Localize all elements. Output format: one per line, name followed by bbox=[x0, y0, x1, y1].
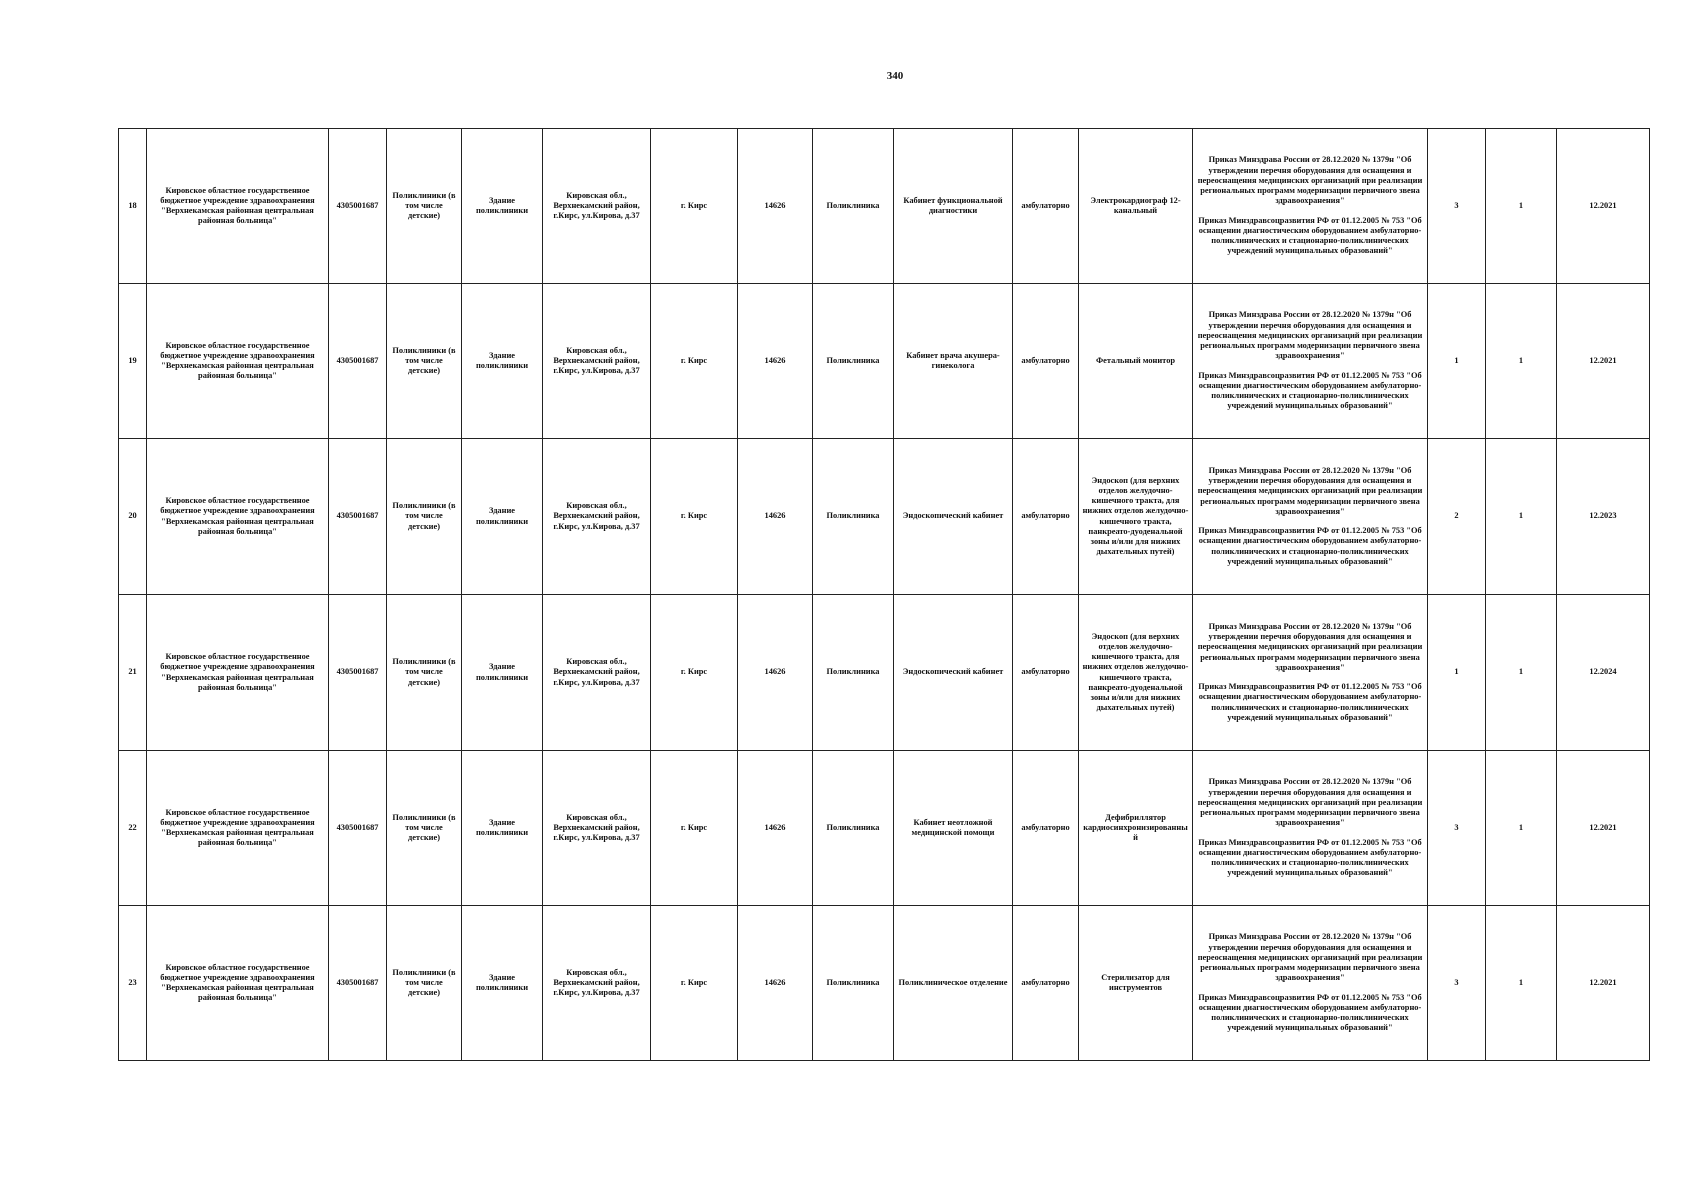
population-cell: 14626 bbox=[738, 284, 813, 439]
organization-cell: Кировское областное государственное бюджетное учреждение здравоохранения "Верхнекамская районная центральная районная больница" bbox=[147, 906, 329, 1061]
table-row bbox=[119, 439, 1650, 595]
equipment-cell: Эндоскоп (для верхних отделов желудочно-кишечного тракта, для нижних отделов желудочно-кишечного тракта, панкреато-дуоденальной зоны и/или для нижних дыхательных путей) bbox=[1079, 595, 1193, 751]
organization-cell: Кировское областное государственное бюджетное учреждение здравоохранения "Верхнекамская районная центральная районная больница" bbox=[147, 751, 329, 906]
category-cell: Поликлиники (в том числе детские) bbox=[387, 751, 462, 906]
unit-cell: Поликлиника bbox=[813, 129, 894, 284]
basis-order-753: Приказ Минздравсоцразвития РФ от 01.12.2005 № 753 "Об оснащении диагностическим оборудованием амбулаторно-поликлинических и стационарно-поликлинических учреждений муниципальных образований" bbox=[1198, 215, 1422, 256]
basis-cell bbox=[1193, 595, 1428, 751]
date-cell: 12.2021 bbox=[1557, 284, 1650, 439]
unit-cell: Поликлиника bbox=[813, 906, 894, 1061]
date-cell: 12.2023 bbox=[1557, 439, 1650, 595]
inn-cell: 4305001687 bbox=[329, 595, 387, 751]
row-number: 23 bbox=[119, 906, 147, 1061]
basis-order-753: Приказ Минздравсоцразвития РФ от 01.12.2005 № 753 "Об оснащении диагностическим оборудованием амбулаторно-поликлинических и стационарно-поликлинических учреждений муниципальных образований" bbox=[1198, 837, 1422, 878]
building-cell: Здание поликлиники bbox=[462, 129, 543, 284]
basis-order-1379n: Приказ Минздрава России от 28.12.2020 № 1379н "Об утверждении перечня оборудования для оснащения и переоснащения медицинских организаций при реализации региональных программ модернизации первичного звена здравоохранения" bbox=[1197, 310, 1423, 361]
population-cell: 14626 bbox=[738, 595, 813, 751]
building-cell: Здание поликлиники bbox=[462, 906, 543, 1061]
category-cell: Поликлиники (в том числе детские) bbox=[387, 906, 462, 1061]
row-number: 20 bbox=[119, 439, 147, 595]
qty-plan-cell: 1 bbox=[1486, 439, 1557, 595]
building-cell: Здание поликлиники bbox=[462, 439, 543, 595]
row-number: 21 bbox=[119, 595, 147, 751]
organization-cell: Кировское областное государственное бюджетное учреждение здравоохранения "Верхнекамская районная центральная районная больница" bbox=[147, 595, 329, 751]
qty-total-cell: 3 bbox=[1428, 751, 1486, 906]
care-type-cell: амбулаторно bbox=[1013, 284, 1079, 439]
equipment-cell: Электрокардиограф 12-канальный bbox=[1079, 129, 1193, 284]
room-cell: Эндоскопический кабинет bbox=[894, 439, 1013, 595]
basis-order-753: Приказ Минздравсоцразвития РФ от 01.12.2005 № 753 "Об оснащении диагностическим оборудованием амбулаторно-поликлинических и стационарно-поликлинических учреждений муниципальных образований" bbox=[1198, 682, 1422, 722]
address-cell: Кировская обл., Верхнекамский район, г.Кирс, ул.Кирова, д.37 bbox=[543, 906, 651, 1061]
table-row bbox=[119, 129, 1650, 284]
table-row bbox=[119, 906, 1650, 1061]
organization-cell: Кировское областное государственное бюджетное учреждение здравоохранения "Верхнекамская районная центральная районная больница" bbox=[147, 284, 329, 439]
category-cell: Поликлиники (в том числе детские) bbox=[387, 284, 462, 439]
city-cell: г. Кирс bbox=[651, 595, 738, 751]
population-cell: 14626 bbox=[738, 439, 813, 595]
basis-order-1379n: Приказ Минздрава России от 28.12.2020 № 1379н "Об утверждении перечня оборудования для оснащения и переоснащения медицинских организаций при реализации региональных программ модернизации первичного звена здравоохранения" bbox=[1197, 155, 1423, 206]
equipment-table bbox=[118, 128, 1650, 1061]
basis-cell bbox=[1193, 284, 1428, 439]
room-cell: Кабинет функциональной диагностики bbox=[894, 129, 1013, 284]
qty-plan-cell: 1 bbox=[1486, 284, 1557, 439]
unit-cell: Поликлиника bbox=[813, 595, 894, 751]
organization-cell: Кировское областное государственное бюджетное учреждение здравоохранения "Верхнекамская районная центральная районная больница" bbox=[147, 129, 329, 284]
inn-cell: 4305001687 bbox=[329, 129, 387, 284]
city-cell: г. Кирс bbox=[651, 906, 738, 1061]
basis-order-1379n: Приказ Минздрава России от 28.12.2020 № 1379н "Об утверждении перечня оборудования для оснащения и переоснащения медицинских организаций при реализации региональных программ модернизации первичного звена здравоохранения" bbox=[1197, 777, 1423, 828]
table-row bbox=[119, 284, 1650, 439]
inn-cell: 4305001687 bbox=[329, 284, 387, 439]
basis-order-1379n: Приказ Минздрава России от 28.12.2020 № 1379н "Об утверждении перечня оборудования для оснащения и переоснащения медицинских организаций при реализации региональных программ модернизации первичного звена здравоохранения" bbox=[1197, 932, 1423, 983]
inn-cell: 4305001687 bbox=[329, 439, 387, 595]
basis-cell bbox=[1193, 906, 1428, 1061]
basis-order-753: Приказ Минздравсоцразвития РФ от 01.12.2005 № 753 "Об оснащении диагностическим оборудованием амбулаторно-поликлинических и стационарно-поликлинических учреждений муниципальных образований" bbox=[1198, 526, 1422, 566]
table-body bbox=[119, 129, 1650, 1061]
qty-plan-cell: 1 bbox=[1486, 906, 1557, 1061]
room-cell: Эндоскопический кабинет bbox=[894, 595, 1013, 751]
basis-order-1379n: Приказ Минздрава России от 28.12.2020 № 1379н "Об утверждении перечня оборудования для оснащения и переоснащения медицинских организаций при реализации региональных программ модернизации первичного звена здравоохранения" bbox=[1197, 621, 1423, 672]
date-cell: 12.2021 bbox=[1557, 906, 1650, 1061]
city-cell: г. Кирс bbox=[651, 439, 738, 595]
inn-cell: 4305001687 bbox=[329, 906, 387, 1061]
row-number: 18 bbox=[119, 129, 147, 284]
qty-total-cell: 3 bbox=[1428, 906, 1486, 1061]
category-cell: Поликлиники (в том числе детские) bbox=[387, 439, 462, 595]
building-cell: Здание поликлиники bbox=[462, 595, 543, 751]
address-cell: Кировская обл., Верхнекамский район, г.Кирс, ул.Кирова, д.37 bbox=[543, 284, 651, 439]
city-cell: г. Кирс bbox=[651, 129, 738, 284]
care-type-cell: амбулаторно bbox=[1013, 129, 1079, 284]
qty-total-cell: 2 bbox=[1428, 439, 1486, 595]
basis-order-1379n: Приказ Минздрава России от 28.12.2020 № 1379н "Об утверждении перечня оборудования для оснащения и переоснащения медицинских организаций при реализации региональных программ модернизации первичного звена здравоохранения" bbox=[1197, 465, 1423, 516]
qty-total-cell: 1 bbox=[1428, 284, 1486, 439]
date-cell: 12.2021 bbox=[1557, 129, 1650, 284]
city-cell: г. Кирс bbox=[651, 751, 738, 906]
building-cell: Здание поликлиники bbox=[462, 751, 543, 906]
equipment-cell: Стерилизатор для инструментов bbox=[1079, 906, 1193, 1061]
care-type-cell: амбулаторно bbox=[1013, 439, 1079, 595]
basis-cell bbox=[1193, 751, 1428, 906]
basis-cell bbox=[1193, 439, 1428, 595]
date-cell: 12.2021 bbox=[1557, 751, 1650, 906]
address-cell: Кировская обл., Верхнекамский район, г.Кирс, ул.Кирова, д.37 bbox=[543, 129, 651, 284]
care-type-cell: амбулаторно bbox=[1013, 906, 1079, 1061]
room-cell: Кабинет неотложной медицинской помощи bbox=[894, 751, 1013, 906]
qty-plan-cell: 1 bbox=[1486, 595, 1557, 751]
care-type-cell: амбулаторно bbox=[1013, 595, 1079, 751]
row-number: 19 bbox=[119, 284, 147, 439]
row-number: 22 bbox=[119, 751, 147, 906]
qty-total-cell: 1 bbox=[1428, 595, 1486, 751]
care-type-cell: амбулаторно bbox=[1013, 751, 1079, 906]
address-cell: Кировская обл., Верхнекамский район, г.Кирс, ул.Кирова, д.37 bbox=[543, 439, 651, 595]
table-row bbox=[119, 595, 1650, 751]
unit-cell: Поликлиника bbox=[813, 751, 894, 906]
address-cell: Кировская обл., Верхнекамский район, г.Кирс, ул.Кирова, д.37 bbox=[543, 595, 651, 751]
organization-cell: Кировское областное государственное бюджетное учреждение здравоохранения "Верхнекамская районная центральная районная больница" bbox=[147, 439, 329, 595]
population-cell: 14626 bbox=[738, 906, 813, 1061]
basis-order-753: Приказ Минздравсоцразвития РФ от 01.12.2005 № 753 "Об оснащении диагностическим оборудованием амбулаторно-поликлинических и стационарно-поликлинических учреждений муниципальных образований" bbox=[1198, 992, 1422, 1033]
city-cell: г. Кирс bbox=[651, 284, 738, 439]
room-cell: Кабинет врача акушера-гинеколога bbox=[894, 284, 1013, 439]
population-cell: 14626 bbox=[738, 751, 813, 906]
category-cell: Поликлиники (в том числе детские) bbox=[387, 595, 462, 751]
unit-cell: Поликлиника bbox=[813, 439, 894, 595]
population-cell: 14626 bbox=[738, 129, 813, 284]
qty-plan-cell: 1 bbox=[1486, 129, 1557, 284]
equipment-cell: Эндоскоп (для верхних отделов желудочно-кишечного тракта, для нижних отделов желудочно-кишечного тракта, панкреато-дуоденальной зоны и/или для нижних дыхательных путей) bbox=[1079, 439, 1193, 595]
building-cell: Здание поликлиники bbox=[462, 284, 543, 439]
address-cell: Кировская обл., Верхнекамский район, г.Кирс, ул.Кирова, д.37 bbox=[543, 751, 651, 906]
equipment-cell: Дефибриллятор кардиосинхронизированный bbox=[1079, 751, 1193, 906]
basis-cell bbox=[1193, 129, 1428, 284]
qty-plan-cell: 1 bbox=[1486, 751, 1557, 906]
page-number: 340 bbox=[886, 70, 904, 82]
table-row bbox=[119, 751, 1650, 906]
room-cell: Поликлиническое отделение bbox=[894, 906, 1013, 1061]
inn-cell: 4305001687 bbox=[329, 751, 387, 906]
qty-total-cell: 3 bbox=[1428, 129, 1486, 284]
unit-cell: Поликлиника bbox=[813, 284, 894, 439]
basis-order-753: Приказ Минздравсоцразвития РФ от 01.12.2005 № 753 "Об оснащении диагностическим оборудованием амбулаторно-поликлинических и стационарно-поликлинических учреждений муниципальных образований" bbox=[1198, 370, 1422, 411]
date-cell: 12.2024 bbox=[1557, 595, 1650, 751]
category-cell: Поликлиники (в том числе детские) bbox=[387, 129, 462, 284]
equipment-cell: Фетальный монитор bbox=[1079, 284, 1193, 439]
